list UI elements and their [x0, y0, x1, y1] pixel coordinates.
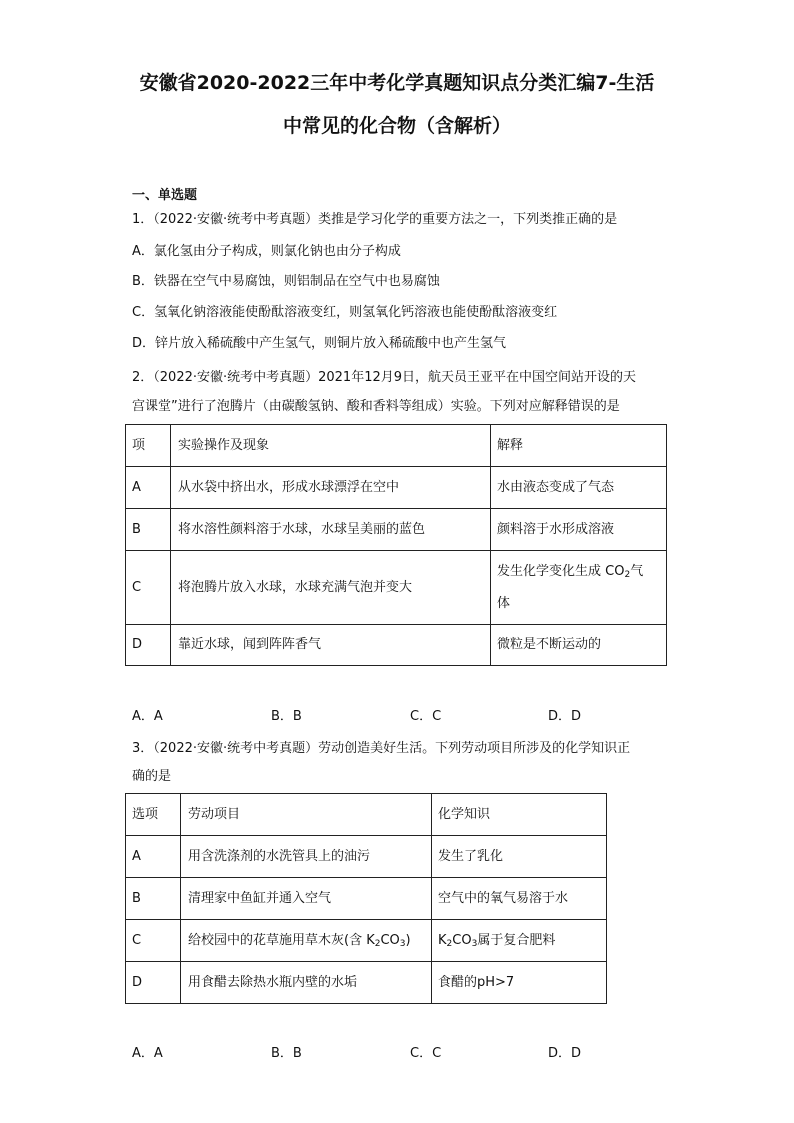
section-heading: 一、单选题 [132, 188, 198, 203]
question-2-stem-line-1: 2．（2022·安徽·统考中考真题）2021年12月9日，航天员王亚平在中国空间站开设的天 [132, 370, 637, 385]
document-title-line-2: 中常见的化合物（含解析） [282, 115, 511, 137]
knowledge-text: 属于复合肥料 [477, 932, 556, 948]
question-2-stem-line-2: 宫课堂”进行了泡腾片（由碳酸氢钠、酸和香料等组成）实验。下列对应解释错误的是 [132, 399, 620, 414]
table-row [126, 962, 607, 1004]
knowledge-cell: 空气中的氧气易溶于水 [432, 878, 607, 920]
knowledge-text: CO [452, 932, 472, 948]
subscript: 2 [374, 938, 381, 949]
question-1-option-b: B．铁器在空气中易腐蚀，则铝制品在空气中也易腐蚀 [132, 274, 440, 289]
project-text: CO [380, 932, 400, 948]
table-row [126, 836, 607, 878]
option-cell: B [126, 878, 181, 920]
knowledge-cell: 发生了乳化 [432, 836, 607, 878]
explanation-cell: 微粒是不断运动的 [491, 625, 667, 666]
operation-cell: 将泡腾片放入水球，水球充满气泡并变大 [171, 551, 491, 625]
header-cell: 项 [126, 425, 171, 467]
knowledge-cell: 食醋的pH>7 [432, 962, 607, 1004]
table-row [126, 551, 667, 625]
explanation-cell: 水由液态变成了气态 [491, 467, 667, 509]
option-cell: D [126, 625, 171, 666]
question-3-answer-options [132, 1042, 692, 1062]
question-1-option-d: D．锌片放入稀硫酸中产生氢气，则铜片放入稀硫酸中也产生氢气 [132, 336, 507, 351]
explanation-text: 气 [630, 563, 644, 579]
subscript: 2 [446, 938, 453, 949]
project-cell [181, 920, 432, 962]
project-cell: 用含洗涤剂的水洗管具上的油污 [181, 836, 432, 878]
option-cell: D [126, 962, 181, 1004]
table-header-row [126, 794, 607, 836]
project-cell: 用食醋去除热水瓶内壁的水垢 [181, 962, 432, 1004]
option-cell: A [126, 836, 181, 878]
header-cell: 实验操作及现象 [171, 425, 491, 467]
subscript: 2 [624, 569, 631, 580]
question-2-table [125, 424, 667, 666]
project-text: ) [405, 932, 411, 948]
operation-cell: 靠近水球，闻到阵阵香气 [171, 625, 491, 666]
option-cell: C [126, 551, 171, 625]
knowledge-cell [432, 920, 607, 962]
option-cell: B [126, 509, 171, 551]
table-row [126, 920, 607, 962]
header-cell: 劳动项目 [181, 794, 432, 836]
answer-option-b: B．B [271, 709, 302, 724]
table-row [126, 509, 667, 551]
question-3-stem-line-2: 确的是 [132, 769, 172, 784]
header-cell: 解释 [491, 425, 667, 467]
answer-option-c: C．C [410, 709, 442, 724]
answer-option-d: D．D [548, 1046, 582, 1061]
question-1-stem: 1．（2022·安徽·统考中考真题）类推是学习化学的重要方法之一，下列类推正确的是 [132, 212, 618, 227]
project-cell: 清理家中鱼缸并通入空气 [181, 878, 432, 920]
answer-option-c: C．C [410, 1046, 442, 1061]
answer-option-b: B．B [271, 1046, 302, 1061]
subscript: 3 [471, 938, 478, 949]
document-title-line-1: 安徽省2020-2022三年中考化学真题知识点分类汇编7-生活 [139, 72, 655, 94]
question-2-answer-options [132, 705, 692, 725]
explanation-cell: 颜料溶于水形成溶液 [491, 509, 667, 551]
table-row [126, 467, 667, 509]
option-cell: C [126, 920, 181, 962]
operation-cell: 从水袋中挤出水，形成水球漂浮在空中 [171, 467, 491, 509]
answer-option-a: A．A [132, 709, 163, 724]
option-cell: A [126, 467, 171, 509]
explanation-cell [491, 551, 667, 625]
answer-option-a: A．A [132, 1046, 163, 1061]
explanation-text: 体 [497, 595, 511, 611]
explanation-text: 发生化学变化生成 CO [497, 563, 625, 579]
knowledge-text: K [438, 932, 447, 948]
table-row [126, 878, 607, 920]
project-text: 给校园中的花草施用草木灰(含 K [188, 932, 375, 948]
answer-option-d: D．D [548, 709, 582, 724]
question-3-stem-line-1: 3．（2022·安徽·统考中考真题）劳动创造美好生活。下列劳动项目所涉及的化学知识正 [132, 741, 631, 756]
question-3-table [125, 793, 607, 1004]
header-cell: 选项 [126, 794, 181, 836]
operation-cell: 将水溶性颜料溶于水球，水球呈美丽的蓝色 [171, 509, 491, 551]
question-1-option-a: A．氯化氢由分子构成，则氯化钠也由分子构成 [132, 244, 401, 259]
subscript: 3 [399, 938, 406, 949]
header-cell: 化学知识 [432, 794, 607, 836]
question-1-option-c: C．氢氧化钠溶液能使酚酞溶液变红，则氢氧化钙溶液也能使酚酞溶液变红 [132, 305, 558, 320]
table-row [126, 625, 667, 666]
table-header-row [126, 425, 667, 467]
